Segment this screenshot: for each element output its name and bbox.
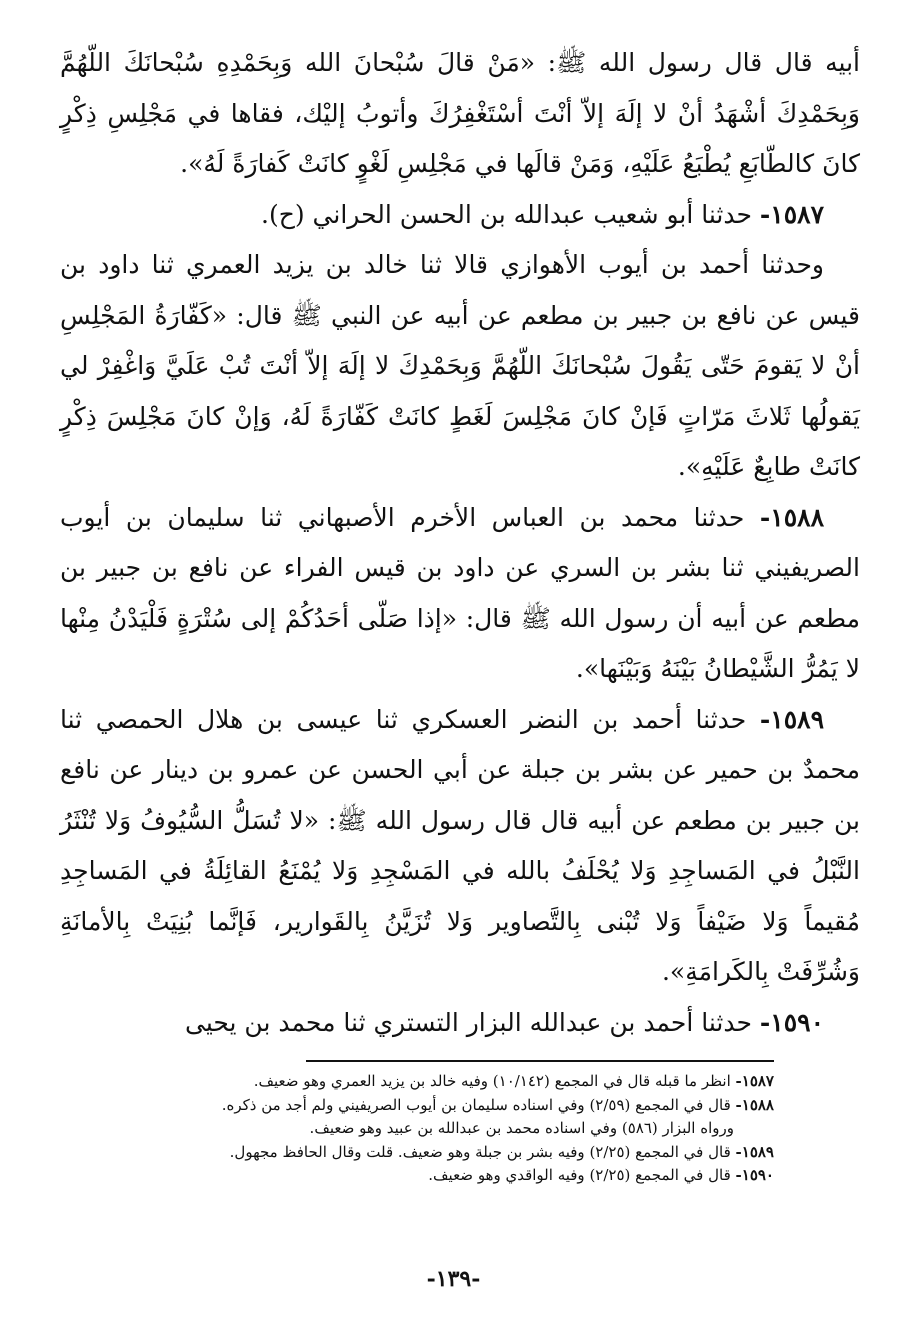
footnote-1588	[120, 1094, 774, 1118]
hadith-text: وحدثنا أحمد بن أيوب الأهوازي قالا ثنا خالد بن يزيد العمري ثنا داود بن قيس عن نافع بن جبير بن مطعم عن أبيه عن النبي ﷺ قال: «كَفّارَةُ المَجْلِسِ أنْ لا يَقومَ حَتّى يَقُولَ سُبْحانَكَ اللّهُمَّ وَبِحَمْدِكَ لا إلَهَ إلاّ أنْتَ تُبْ عَلَيَّ وَاغْفِرْ لي يَقولُها ثَلاثَ مَرّاتٍ فَإنْ كانَ مَجْلِسَ لَغَطٍ كانَتْ كَفّارَةً لَهُ، وَإنْ كانَ مَجْلِسَ ذِكْرٍ كانَتْ طابِعٌ عَلَيْهِ».	[60, 250, 860, 481]
footnote-number: ١٥٨٨-	[735, 1095, 774, 1114]
footnote-text: انظر ما قبله قال في المجمع (١٠/١٤٢) وفيه خالد بن يزيد العمري وهو ضعيف.	[253, 1072, 731, 1090]
main-text	[60, 38, 860, 1048]
hadith-text: حدثنا محمد بن العباس الأخرم الأصبهاني ثنا سليمان بن أيوب الصريفيني ثنا بشر بن السري عن داود بن قيس الفراء عن نافع بن جبير بن مطعم عن أبيه أن رسول الله ﷺ قال: «إذا صَلّى أحَدُكُمْ إلى سُتْرَةٍ فَلْيَدْنُ مِنْها لا يَمُرُّ الشَّيْطانُ بَيْنَهُ وَبَيْنَها».	[60, 502, 860, 683]
hadith-text: حدثنا أبو شعيب عبدالله بن الحسن الحراني (ح).	[261, 199, 752, 229]
page-number: -١٣٩-	[426, 1266, 481, 1292]
footnote-divider	[306, 1060, 774, 1062]
footnote-number: ١٥٨٧-	[735, 1072, 774, 1090]
footnote-text: ورواه البزار (٥٨٦) وفي اسناده محمد بن عبدالله بن عبيد وهو ضعيف.	[309, 1119, 734, 1137]
hadith-1587	[60, 190, 860, 241]
hadith-number: ١٥٨٨-	[759, 502, 824, 532]
hadith-1589	[60, 695, 860, 998]
paragraph-continuation	[60, 38, 860, 190]
footnote-text: قال في المجمع (٢/٥٩) وفي اسناده سليمان بن أيوب الصريفيني ولم أجد من ذكره.	[221, 1095, 731, 1114]
footnote-text: قال في المجمع (٢/٢٥) وفيه بشر بن جبلة وهو ضعيف. قلت وقال الحافظ مجهول.	[229, 1142, 731, 1161]
footnote-text: قال في المجمع (٢/٢٥) وفيه الواقدي وهو ضعيف.	[428, 1166, 731, 1184]
footnote-1587	[120, 1070, 774, 1094]
page-body	[60, 38, 860, 1048]
footnotes	[120, 1070, 774, 1188]
hadith-text: حدثنا أحمد بن عبدالله البزار التستري ثنا محمد بن يحيى	[185, 1007, 752, 1037]
hadith-1588	[60, 493, 860, 695]
hadith-1587-continued	[60, 240, 860, 493]
hadith-1590	[60, 998, 860, 1049]
hadith-text: حدثنا أحمد بن النضر العسكري ثنا عيسى بن هلال الحمصي ثنا محمدٌ بن حمير عن بشر بن جبلة عن أبي الحسن عن عمرو بن دينار عن نافع بن جبير بن مطعم عن أبيه قال قال رسول الله ﷺ: «لا تُسَلُّ السُّيُوفُ وَلا تُنْثَرُ النَّبْلُ في المَساجِدِ وَلا يُحْلَفُ بالله في المَسْجِدِ وَلا يُمْنَعُ القائِلَةُ في المَساجِدِ مُقيماً وَلا ضَيْفاً وَلا تُبْنى بِالتَّصاوير وَلا تُزَيَّنُ بِالقَوارير، فَإنَّما بُنِيَتْ بِالأمانَةِ وَشُرِّفَتْ بِالكَرامَةِ».	[60, 704, 860, 986]
hadith-number: ١٥٨٧-	[759, 199, 824, 229]
paragraph-text: أبيه قال قال رسول الله ﷺ: «مَنْ قالَ سُبْحانَ الله وَبِحَمْدِهِ سُبْحانَكَ اللّهُمَّ وَبِحَمْدِكَ أشْهَدُ أنْ لا إلَهَ إلاّ أنْتَ أسْتَغْفِرُكَ وأتوبُ إليْك، فقاها في مَجْلِسِ ذِكْرٍ كانَ كالطّابَعِ يُطْبَعُ عَلَيْهِ، وَمَنْ قالَها في مَجْلِسِ لَغْوٍ كانَتْ كَفارَةً لَهُ».	[60, 48, 860, 178]
footnote-number: ١٥٩٠-	[735, 1166, 774, 1184]
footnote-1588-continued	[120, 1117, 774, 1141]
footnote-number: ١٥٨٩-	[735, 1142, 774, 1161]
footnote-1589	[120, 1141, 774, 1165]
hadith-number: ١٥٩٠-	[759, 1007, 824, 1037]
footnote-1590	[120, 1164, 774, 1188]
hadith-number: ١٥٨٩-	[759, 704, 824, 734]
